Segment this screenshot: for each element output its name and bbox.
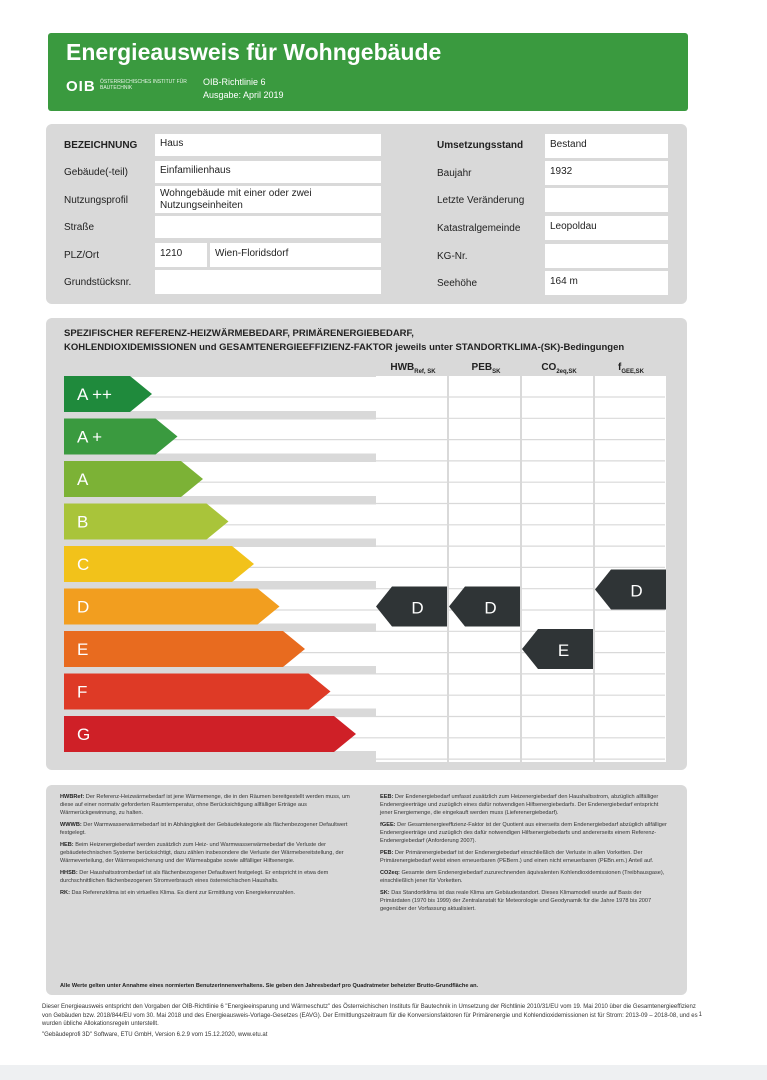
glossary-entry: RK: Das Referenzklima ist ein virtuelles Klima. Es dient zur Ermittlung von Energiekennzahlen. — [60, 890, 296, 896]
info-value-ort: Wien-Floridsdorf — [210, 243, 381, 267]
info-label: Grundstücksnr. — [64, 277, 132, 288]
glossary-entry: CO2eq: Gesamte dem Endenergiebedarf zuzurechnenden äquivalenten Kohlendioxidemissionen (Treibhausgase), einschließlich jener für Vorketten. — [380, 870, 665, 884]
scale-column — [522, 376, 593, 762]
glossary-entry: HWBRef: Der Referenz-Heizwärmebedarf ist jene Wärmemenge, die in den Räumen bereitgestellt werden muss, um diese auf einer normativ geforderten Raumtemperatur, ohne Berücksichtigung allfälliger Erträge aus Wärmerückgewinnung, zu halten. — [60, 794, 350, 816]
energy-class-label: D — [77, 597, 90, 617]
footer-text-wrap — [42, 1003, 702, 1029]
column-header-fgee: $f_{GEE,SK}$ — [617, 362, 645, 375]
energy-scale-graphic — [46, 318, 687, 770]
column-header-co2: $CO_{2eq,SK}$ — [541, 362, 577, 375]
glossary-panel — [46, 785, 687, 995]
rating-marker-label: D — [411, 598, 424, 618]
info-value — [545, 188, 668, 212]
info-label: PLZ/Ort — [64, 250, 100, 261]
info-label: KG-Nr. — [437, 251, 468, 262]
rating-marker-label: D — [484, 598, 497, 618]
energy-class-label: A + — [77, 427, 103, 447]
glossary-entry: PEB: Der Primärenergiebedarf ist der Endenergiebedarf einschließlich der Verluste in allen Vorketten. Der Primärenergiebedarf weist einen erneuerbaren (PEBern.) und einen nicht erneuerbaren (PEBn.ern.) Anteil auf. — [380, 850, 654, 864]
richtlinie-label: OIB-Richtlinie 6 — [203, 77, 266, 87]
info-value — [545, 244, 668, 268]
info-value — [155, 216, 381, 238]
glossary-entry: fGEE: Der Gesamtenergieeffizienz-Faktor ist der Quotient aus einerseits dem Endenergiebedarf abzüglich allfälliger Endenergieerträge und zuzüglich des dafür notwendigen Hilfsenergiebedarfs und andererseits einem Referenz-Endenergiebedarf (Anforderung 2007). — [380, 822, 667, 844]
glossary-entry: EEB: Der Endenergiebedarf umfasst zusätzlich zum Heizenergiebedarf den Haushaltsstrom, abzüglich allfälliger Endenergieerträge und zuzüglich eines dafür notwendigen Hilfsenergiebedarfs. Der Endenergiebedarf entspricht jener Energiemenge, die eingekauft werden muss (Lieferenergiebedarf). — [380, 794, 659, 816]
rating-marker-label: E — [557, 641, 570, 660]
footer-text: Dieser Energieausweis entspricht den Vorgaben der OIB-Richtlinie 6 "Energieeinsparung und Wärmeschutz" des Österreichischen Instituts für Bautechnik in Umsetzung der Richtlinie 2010/31/EU vom 19. Mai 2010 über die Gesamtenergieeffizienz von Gebäuden bzw. 2018/844/EU vom 30. Mai 2018 und des Energieausweis-Vorlage-Gesetzes (EAVG). Der Ermittlungszeitraum für die Konversionsfaktoren für Primärenergie und Kohlendioxidemissionen ist für Strom: 2013-09 – 2018-08, und es wurden übliche Allokationsregeln unterstellt. — [42, 1004, 698, 1027]
info-label: Nutzungsprofil — [64, 195, 128, 206]
info-label: BEZEICHNUNG — [64, 140, 138, 151]
software-credit: "Gebäudeprofi 3D" Software, ETU GmbH, Version 6.2.9 vom 15.12.2020, www.etu.at — [42, 1031, 268, 1038]
info-value: Leopoldau — [545, 216, 668, 240]
energy-class-arrow — [64, 504, 229, 540]
info-value: Einfamilienhaus — [155, 161, 381, 183]
info-label: Letzte Veränderung — [437, 195, 525, 206]
info-value: Bestand — [545, 134, 668, 158]
glossary-right-column — [380, 793, 670, 917]
oib-logo: OIB — [66, 78, 96, 95]
info-value: Wohngebäude mit einer oder zwei Nutzungseinheiten — [155, 186, 381, 213]
info-value-plz: 1210 — [155, 243, 207, 267]
info-value: 164 m — [545, 271, 668, 295]
energy-class-arrow — [64, 674, 331, 710]
rating-marker-label: D — [630, 581, 643, 601]
energy-class-arrow — [64, 631, 305, 667]
info-label: Gebäude(-teil) — [64, 167, 128, 178]
energy-class-label: C — [77, 555, 90, 574]
glossary-left-column — [60, 793, 350, 901]
info-label: Baujahr — [437, 168, 472, 179]
glossary-entry: SK: Das Standortklima ist das reale Klima am Gebäudestandort. Dieses Klimamodell wurde auf Basis der Primärdaten (1970 bis 1999) der Zentralanstalt für Meteorologie und Geodynamik für die Jahre 1978 bis 2007 gegenüber der Vorfassung aktualisiert. — [380, 890, 652, 912]
ausgabe-label: Ausgabe: April 2019 — [203, 90, 284, 100]
scale-column — [595, 376, 666, 762]
energy-class-label: F — [77, 682, 88, 702]
scale-column — [376, 376, 447, 762]
footer — [42, 1003, 702, 1039]
building-info-panel — [46, 124, 687, 304]
column-header-peb: $PEB_{SK}$ — [471, 362, 501, 375]
page-number: 1 — [698, 1012, 702, 1018]
info-label: Umsetzungsstand — [437, 140, 524, 151]
info-value: 1932 — [545, 161, 668, 185]
glossary-note: Alle Werte gelten unter Annahme eines normierten Benutzerinnenverhaltens. Sie geben den Jahresbedarf pro Quadratmeter beheizter Brutto-Grundfläche an. — [60, 983, 479, 989]
oib-logo-subtitle: ÖSTERREICHISCHES INSTITUT FÜR BAUTECHNIK — [100, 79, 187, 91]
info-label: Straße — [64, 222, 95, 233]
scale-heading-line2: KOHLENDIOXIDEMISSIONEN und GESAMTENERGIEEFFIZIENZ-FAKTOR jeweils unter STANDORTKLIMA-(SK)-Bedingungen — [64, 342, 625, 353]
header-banner — [48, 33, 688, 111]
energy-class-label: G — [77, 725, 91, 744]
info-value — [155, 270, 381, 294]
energy-class-label: A ++ — [77, 385, 112, 404]
column-header-hwb: $HWB_{Ref, SK}$ — [390, 362, 436, 375]
energy-class-label: A — [77, 470, 89, 489]
page-title: Energieausweis für Wohngebäude — [66, 39, 442, 65]
info-value: Haus — [155, 134, 381, 156]
info-label: Katastralgemeinde — [437, 223, 521, 234]
info-label: Seehöhe — [437, 278, 478, 289]
bottom-strip — [0, 1065, 767, 1080]
energy-class-arrow — [64, 716, 356, 752]
glossary-entry: HHSB: Der Haushaltsstrombedarf ist als flächenbezogener Defaultwert festgelegt. Er entspricht in etwa dem durchschnittlichen flächenbezogenen Stromverbrauch eines österreichischen Haushalts. — [60, 870, 329, 884]
energy-class-label: E — [77, 640, 89, 659]
glossary-entry: WWWB: Der Warmwasserwärmebedarf ist in Abhängigkeit der Gebäudekategorie als flächenbezogener Defaultwert festgelegt. — [60, 822, 348, 836]
glossary-entry: HEB: Beim Heizenergiebedarf werden zusätzlich zum Heiz- und Warmwasserwärmebedarf die Verluste der gebäudetechnischen Systeme berücksichtigt, dazu zählen insbesondere die Verluste der Wärmebereitstellung, der Wärmeverteilung, der Wärmespeicherung und der Wärmeabgabe sowie allfälliger Hilfsenergie. — [60, 842, 344, 864]
energy-class-label: B — [77, 512, 89, 532]
scale-heading-line1: SPEZIFISCHER REFERENZ-HEIZWÄRMEBEDARF, PRIMÄRENERGIEBEDARF, — [64, 328, 414, 339]
energy-scale-panel — [46, 318, 687, 770]
energy-class-arrow — [64, 589, 280, 625]
scale-column — [449, 376, 520, 762]
energy-class-arrow — [64, 546, 254, 582]
